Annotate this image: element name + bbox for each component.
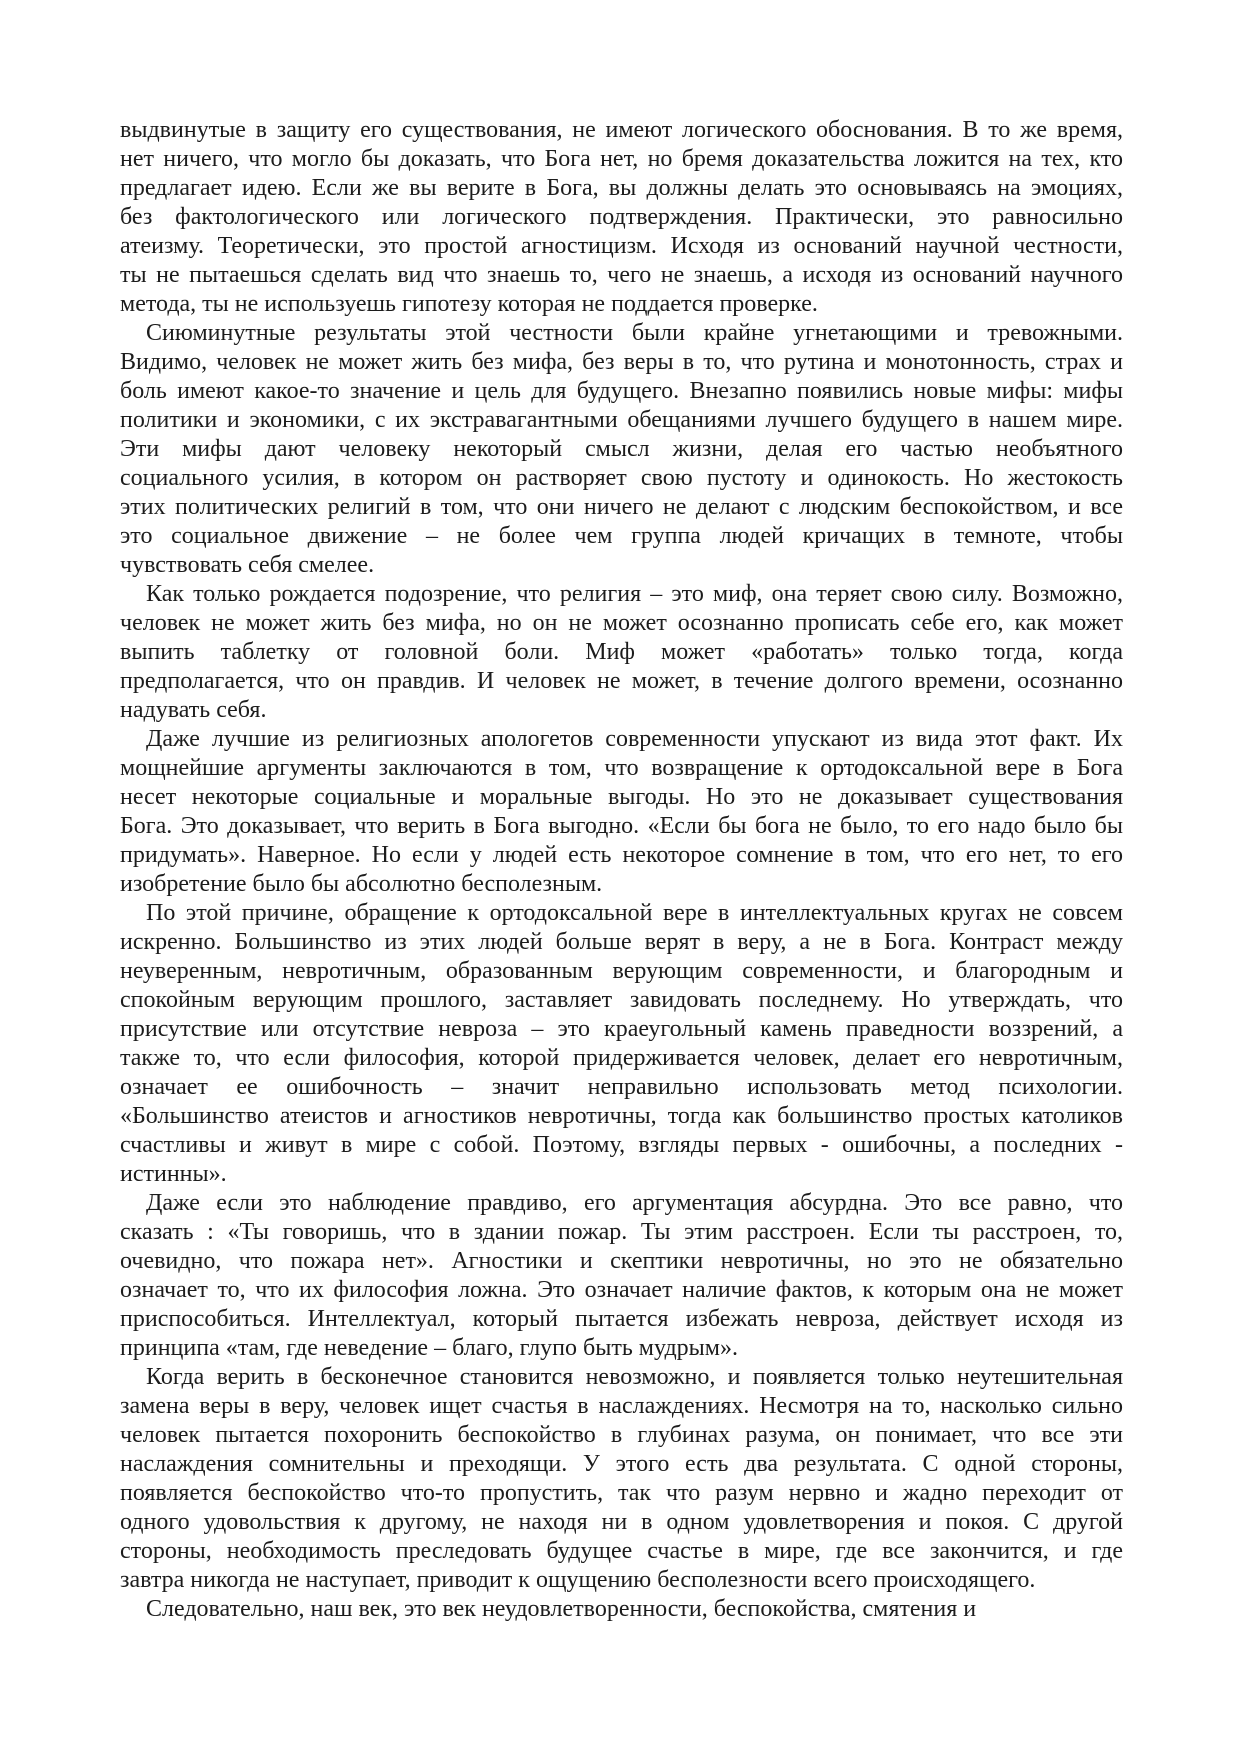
text-line: наслаждения сомнительны и преходящи. У этого есть два результата. С одной стороны, <box>120 1451 1123 1477</box>
text-line: «Большинство атеистов и агностиков невротичны, тогда как большинство простых католиков <box>120 1103 1123 1129</box>
text-line: приспособиться. Интеллектуал, который пытается избежать невроза, действует исходя из <box>120 1306 1123 1332</box>
text-line: нет ничего, что могло бы доказать, что Бога нет, но бремя доказательства ложится на тех, кто <box>120 146 1123 172</box>
document-page <box>120 116 1123 1624</box>
text-line: мощнейшие аргументы заключаются в том, что возвращение к ортодоксальной вере в Бога <box>120 755 1123 781</box>
paragraph <box>120 725 1123 899</box>
text-line: сказать : «Ты говоришь, что в здании пожар. Ты этим расстроен. Если ты расстроен, то, <box>120 1219 1123 1245</box>
text-line: человек не может жить без мифа, но он не может осознанно прописать себе его, как может <box>120 610 1123 636</box>
text-line: Как только рождается подозрение, что религия – это миф, она теряет свою силу. Возможно, <box>146 581 1123 607</box>
paragraph <box>120 1363 1123 1595</box>
text-line: Видимо, человек не может жить без мифа, без веры в то, что рутина и монотонность, страх и <box>120 349 1123 375</box>
text-line: несет некоторые социальные и моральные выгоды. Но это не доказывает существования <box>120 784 1123 810</box>
text-line: Следовательно, наш век, это век неудовлетворенности, беспокойства, смятения и <box>146 1596 977 1622</box>
text-line: Эти мифы дают человеку некоторый смысл жизни, делая его частью необъятного <box>120 436 1123 462</box>
text-line: присутствие или отсутствие невроза – это краеугольный камень праведности воззрений, а <box>120 1016 1123 1042</box>
text-line: одного удовольствия к другому, не находя ни в одном удовлетворения и покоя. С другой <box>120 1509 1123 1535</box>
text-line: замена веры в веру, человек ищет счастья в наслаждениях. Несмотря на то, насколько сильно <box>120 1393 1123 1419</box>
text-line: Когда верить в бесконечное становится невозможно, и появляется только неутешительная <box>146 1364 1123 1390</box>
text-line: означает то, что их философия ложна. Это означает наличие фактов, к которым она не может <box>120 1277 1123 1303</box>
text-line: Бога. Это доказывает, что верить в Бога выгодно. «Если бы бога не было, то его надо было бы <box>120 813 1123 839</box>
paragraph <box>120 1595 1123 1624</box>
text-line: чувствовать себя смелее. <box>120 552 375 578</box>
text-line: означает ее ошибочность – значит неправильно использовать метод психологии. <box>120 1074 1123 1100</box>
text-line: придумать». Наверное. Но если у людей есть некоторое сомнение в том, что его нет, то его <box>120 842 1123 868</box>
text-line: также то, что если философия, которой придерживается человек, делает его невротичным, <box>120 1045 1123 1071</box>
text-line: социального усилия, в котором он растворяет свою пустоту и одинокость. Но жестокость <box>120 465 1123 491</box>
text-line: без фактологического или логического подтверждения. Практически, это равносильно <box>120 204 1123 230</box>
text-line: атеизму. Теоретически, это простой агностицизм. Исходя из оснований научной честности, <box>120 233 1123 259</box>
text-line: спокойным верующим прошлого, заставляет завидовать последнему. Но утверждать, что <box>120 987 1123 1013</box>
text-line: предлагает идею. Если же вы верите в Бога, вы должны делать это основываясь на эмоциях, <box>120 175 1123 201</box>
text-line: выдвинутые в защиту его существования, не имеют логического обоснования. В то же время, <box>120 117 1123 143</box>
text-line: искренно. Большинство из этих людей больше верят в веру, а не в Бога. Контраст между <box>120 929 1123 955</box>
text-line: ты не пытаешься сделать вид что знаешь то, чего не знаешь, а исходя из оснований научного <box>120 262 1123 288</box>
paragraph <box>120 899 1123 1189</box>
text-line: появляется беспокойство что-то пропустить, так что разум нервно и жадно переходит от <box>120 1480 1123 1506</box>
paragraph <box>120 319 1123 580</box>
paragraph <box>120 1189 1123 1363</box>
text-line: человек пытается похоронить беспокойство в глубинах разума, он понимает, что все эти <box>120 1422 1123 1448</box>
text-line: Даже если это наблюдение правдиво, его аргументация абсурдна. Это все равно, что <box>146 1190 1123 1216</box>
text-line: изобретение было бы абсолютно бесполезным. <box>120 871 603 897</box>
text-line: надувать себя. <box>120 697 267 723</box>
text-line: очевидно, что пожара нет». Агностики и скептики невротичны, но это не обязательно <box>120 1248 1123 1274</box>
paragraph <box>120 116 1123 319</box>
text-line: истинны». <box>120 1161 227 1187</box>
text-line: метода, ты не используешь гипотезу которая не поддается проверке. <box>120 291 818 317</box>
text-line: Сиюминутные результаты этой честности были крайне угнетающими и тревожными. <box>146 320 1123 346</box>
text-line: По этой причине, обращение к ортодоксальной вере в интеллектуальных кругах не совсем <box>146 900 1123 926</box>
text-line: боль имеют какое-то значение и цель для будущего. Внезапно появились новые мифы: мифы <box>120 378 1123 404</box>
text-line: принципа «там, где неведение – благо, глупо быть мудрым». <box>120 1335 738 1361</box>
text-line: этих политических религий в том, что они ничего не делают с людским беспокойством, и все <box>120 494 1123 520</box>
text-line: предполагается, что он правдив. И человек не может, в течение долгого времени, осознанно <box>120 668 1123 694</box>
text-line: политики и экономики, с их экстравагантными обещаниями лучшего будущего в нашем мире. <box>120 407 1123 433</box>
text-line: завтра никогда не наступает, приводит к ощущению бесполезности всего происходящего. <box>120 1567 1036 1593</box>
paragraph <box>120 580 1123 725</box>
text-line: выпить таблетку от головной боли. Миф может «работать» только тогда, когда <box>120 639 1123 665</box>
text-line: Даже лучшие из религиозных апологетов современности упускают из вида этот факт. Их <box>146 726 1123 752</box>
text-line: стороны, необходимость преследовать будущее счастье в мире, где все закончится, и где <box>120 1538 1123 1564</box>
text-line: счастливы и живут в мире с собой. Поэтому, взгляды первых - ошибочны, а последних - <box>120 1132 1123 1158</box>
text-line: это социальное движение – не более чем группа людей кричащих в темноте, чтобы <box>120 523 1123 549</box>
text-line: неуверенным, невротичным, образованным верующим современности, и благородным и <box>120 958 1123 984</box>
